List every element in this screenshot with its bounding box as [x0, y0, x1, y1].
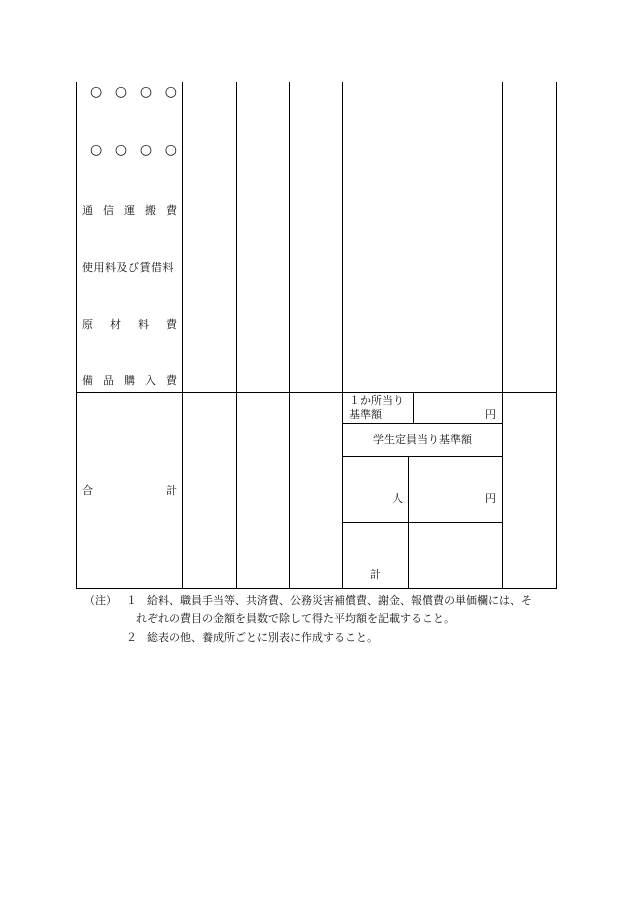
circle-row-2: [90, 144, 177, 157]
circle-3: ○: [139, 84, 153, 100]
column-divider-5: [502, 82, 503, 589]
char: 入: [145, 374, 156, 387]
column-divider-1: [182, 82, 183, 589]
student-base-amount-label: 学生定員当り基準額: [373, 433, 472, 446]
table-border-right: [556, 82, 557, 589]
row-label-genzairyo: [82, 318, 177, 331]
char: 費: [166, 204, 177, 217]
char: 費: [166, 374, 177, 387]
circle-row-1: [90, 86, 177, 99]
total-row-top-border: [76, 392, 557, 393]
note-2-number: ２: [126, 631, 137, 644]
circle-2: ○: [114, 142, 128, 158]
char: 計: [166, 484, 177, 497]
char: 信: [103, 204, 114, 217]
circle-4: ○: [164, 84, 177, 100]
kijungaku-label-line1: １か所当り: [349, 394, 404, 407]
char: 運: [124, 204, 135, 217]
note-1-line-2: れぞれの費目の金額を員数で除して得た平均額を記載すること。: [136, 612, 455, 625]
char: 合: [82, 484, 93, 497]
row-label-tsushin: [82, 204, 177, 217]
char: 品: [103, 374, 114, 387]
note-1-line-1: 給料、職員手当等、共済費、公務災害補償費、謝金、報償費の単価欄には、そ: [147, 594, 532, 607]
table-border-left: [76, 82, 77, 589]
notes-marker: （注）: [84, 594, 117, 607]
char: 費: [166, 318, 177, 331]
char: 料: [138, 318, 149, 331]
kijungaku-line-1: [342, 423, 503, 424]
row-label-gokei: [82, 484, 177, 497]
total-label: 計: [370, 568, 381, 581]
circle-1: ○: [90, 142, 103, 158]
person-unit: 人: [392, 492, 403, 505]
char: 搬: [145, 204, 156, 217]
kijungaku-label-line2: 基準額: [349, 408, 382, 421]
yen-unit: 円: [485, 492, 496, 505]
kijungaku-line-2: [342, 456, 503, 457]
row-label-shiyoryo: 使用料及び賃借料: [82, 261, 174, 274]
note-2-line-1: 総表の他、養成所ごとに別表に作成すること。: [147, 631, 378, 644]
kijungaku-line-3: [342, 522, 503, 523]
kijungaku-subdivider: [413, 392, 414, 423]
circle-2: ○: [114, 84, 128, 100]
char: 購: [124, 374, 135, 387]
circle-1: ○: [90, 84, 103, 100]
circle-4: ○: [164, 142, 177, 158]
kijungaku-yen-unit: 円: [485, 408, 496, 421]
table-border-bottom: [76, 588, 557, 589]
column-divider-4: [342, 82, 343, 589]
char: 材: [110, 318, 121, 331]
column-divider-3: [289, 82, 290, 589]
char: 通: [82, 204, 93, 217]
note-1-number: １: [126, 594, 137, 607]
char: 備: [82, 374, 93, 387]
char: 原: [82, 318, 93, 331]
column-divider-2: [236, 82, 237, 589]
row-label-bihin: [82, 374, 177, 387]
circle-3: ○: [139, 142, 153, 158]
